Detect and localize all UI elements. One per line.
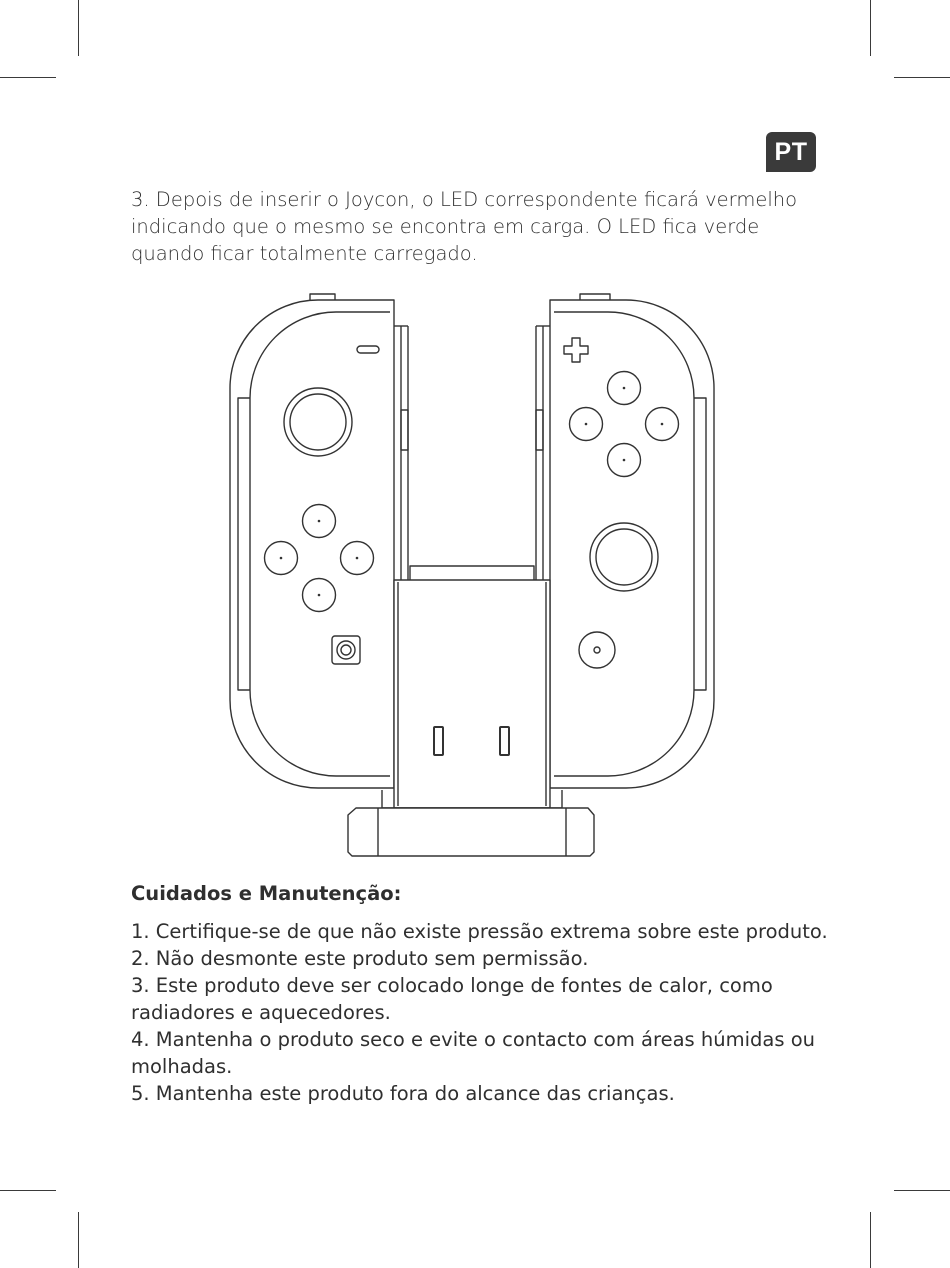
crop-mark-bottom-left-horizontal bbox=[0, 1190, 56, 1191]
care-section-title: Cuidados e Manutenção: bbox=[131, 882, 402, 905]
joycon-charging-dock-icon bbox=[225, 290, 725, 860]
list-item: 4. Mantenha o produto seco e evite o contacto com áreas húmidas ou molhadas. bbox=[131, 1028, 816, 1078]
intro-paragraph: 3. Depois de inserir o Joycon, o LED correspondente ficará vermelho indicando que o mesmo se encontra em carga. O LED fica verde quando ficar totalmente carregado. bbox=[131, 188, 798, 265]
list-item: 3. Este produto deve ser colocado longe de fontes de calor, como radiadores e aquecedores. bbox=[131, 974, 773, 1024]
care-list bbox=[131, 918, 831, 1107]
crop-mark-bottom-left-vertical bbox=[78, 1212, 79, 1268]
crop-mark-top-left-vertical bbox=[78, 0, 79, 56]
crop-mark-top-right-horizontal bbox=[894, 77, 950, 78]
left-joycon-illustration bbox=[230, 294, 408, 790]
crop-mark-bottom-right-horizontal bbox=[894, 1190, 950, 1191]
list-item: 1. Certifique-se de que não existe pressão extrema sobre este produto. bbox=[131, 920, 828, 943]
right-joycon-illustration bbox=[536, 294, 714, 790]
crop-mark-bottom-right-vertical bbox=[870, 1212, 871, 1268]
language-badge: PT bbox=[766, 132, 816, 172]
crop-mark-top-right-vertical bbox=[870, 0, 871, 56]
crop-mark-top-left-horizontal bbox=[0, 77, 56, 78]
list-item: 2. Não desmonte este produto sem permissão. bbox=[131, 947, 589, 970]
list-item: 5. Mantenha este produto fora do alcance das crianças. bbox=[131, 1082, 675, 1105]
